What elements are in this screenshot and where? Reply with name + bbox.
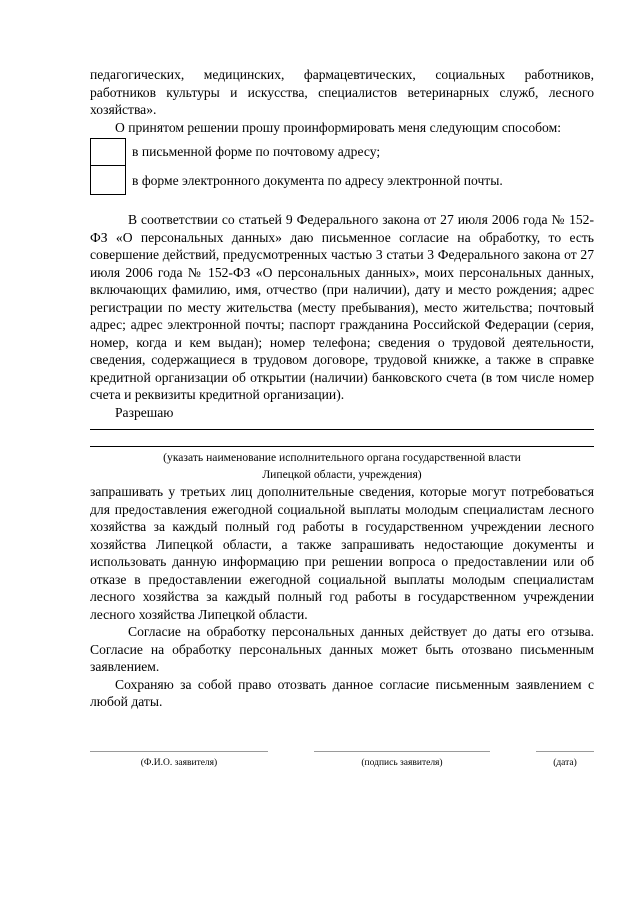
authority-caption-line-1: (указать наименование исполнительного органа государственной власти (163, 451, 521, 464)
document-page (90, 66, 594, 768)
option-email-checkbox[interactable] (90, 166, 126, 195)
intro-paragraph: педагогических, медицинских, фармацевтических, социальных работников, работников культуры и искусства, специалистов ветеринарных служб, лесного хозяйства». (90, 67, 594, 117)
option-email-label: в форме электронного документа по адресу электронной почты. (132, 172, 503, 188)
option-email[interactable] (90, 166, 594, 195)
authority-caption-line-2: Липецкой области, учреждения) (262, 468, 422, 481)
fio-line (90, 751, 268, 752)
authority-line-1 (90, 429, 594, 430)
validity-paragraph: Согласие на обработку персональных данных действует до даты его отзыва. Согласие на обработку персональных данных может быть отозвано письменным заявлением. (90, 624, 594, 674)
allow-label: Разрешаю (115, 404, 174, 420)
authority-line-2 (90, 446, 594, 447)
option-postal[interactable] (90, 138, 594, 166)
date-caption: (дата) (553, 757, 577, 768)
sign-caption: (подпись заявителя) (361, 757, 443, 768)
reserve-paragraph: Сохраняю за собой право отозвать данное согласие письменным заявлением с любой даты. (90, 676, 594, 709)
date-line (536, 751, 594, 752)
consent-paragraph: В соответствии со статьей 9 Федерального закона от 27 июля 2006 года № 152-ФЗ «О персональных данных» даю письменное согласие на обработку, то есть совершение действий, предусмотренных частью 3 статьи 3 Федерального закона от 27 июля 2006 года № 152-ФЗ «О персональных данных», моих персональных данных, включающих фамилию, имя, отчество (при наличии), дату и место рождения; адрес регистрации по месту жительства (месту пребывания), место жительства; почтовый адрес; адрес электронной почты; паспорт гражданина Российской Федерации (серия, номер, когда и кем выдан); номер телефона; сведения о трудовой деятельности, сведения, содержащиеся в трудовом договоре, трудовой книжке, а также в справке кредитной организации об открытии (наличии) банковского счета (в том числе номер счета и реквизиты кредитной организации). (90, 212, 594, 402)
fio-caption: (Ф.И.О. заявителя) (140, 757, 218, 768)
option-postal-label: в письменной форме по почтовому адресу; (132, 144, 381, 159)
signature-sign (314, 751, 490, 768)
signature-block (90, 751, 594, 768)
signature-date (536, 751, 594, 768)
request-paragraph: запрашивать у третьих лиц дополнительные сведения, которые могут потребоваться для предоставления ежегодной социальной выплаты молодым специалистам лесного хозяйства за каждый полный год работы в государственном учреждении лесного хозяйства Липецкой области, а также запрашивать недостающие документы и использовать данную информацию при решении вопроса о предоставлении или об отказе в предоставлении ежегодной социальной выплаты молодым специалистам лесного хозяйства за каждый полный год работы в государственном учреждении лесного хозяйства Липецкой области. (90, 484, 594, 622)
signature-fio (90, 751, 268, 768)
notify-paragraph: О принятом решении прошу проинформировать меня следующим способом: (115, 119, 561, 135)
authority-caption (90, 449, 594, 483)
notification-options (90, 138, 594, 195)
option-postal-checkbox[interactable] (90, 138, 126, 166)
sign-line (314, 751, 490, 752)
